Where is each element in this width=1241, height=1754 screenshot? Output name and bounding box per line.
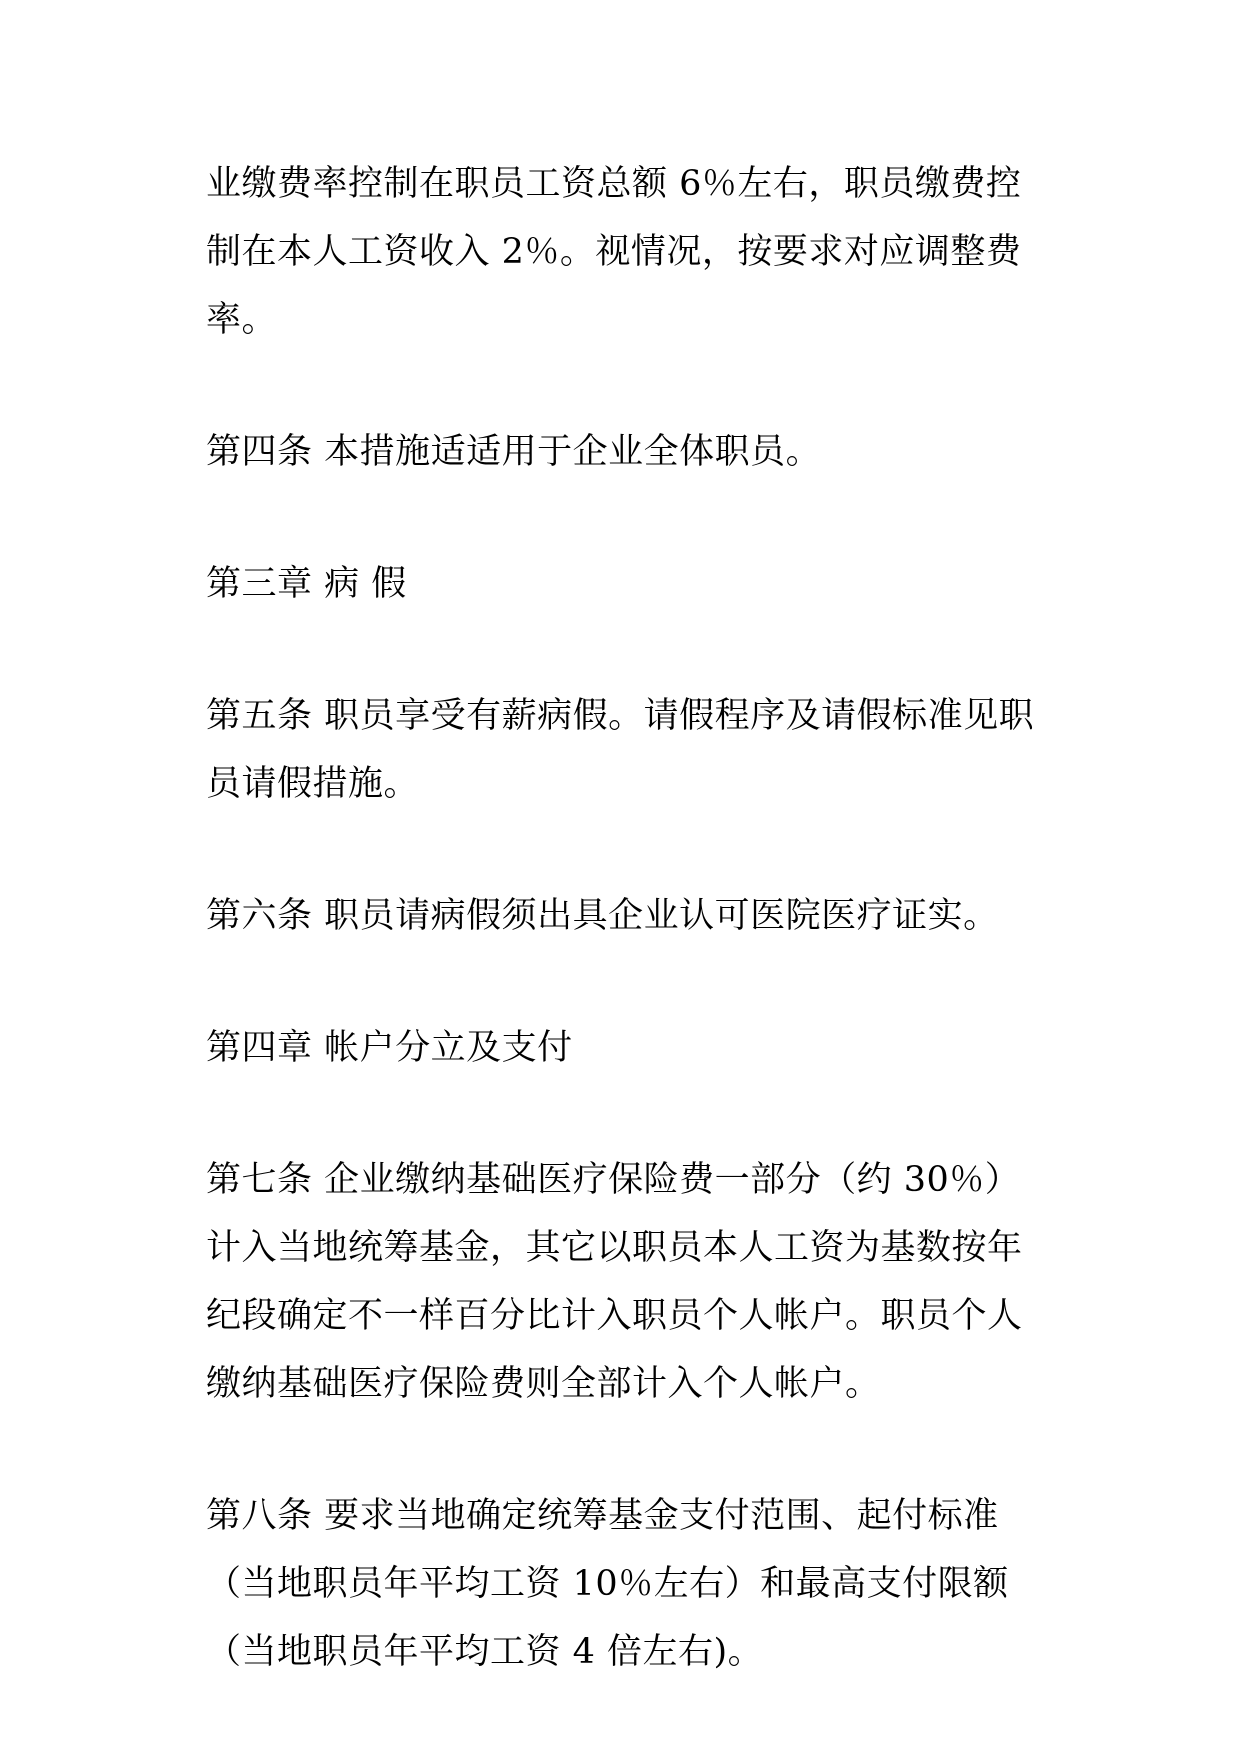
heading-chapter-3: 第三章 病 假 [206, 564, 407, 604]
paragraph-article-4: 第四条 本措施适适用于企业全体职员。 [206, 432, 822, 472]
heading-chapter-4: 第四章 帐户分立及支付 [206, 1028, 573, 1068]
paragraph-article-6: 第六条 职员请病假须出具企业认可医院医疗证实。 [206, 896, 999, 936]
paragraph-article-5: 第五条 职员享受有薪病假。请假程序及请假标准见职员请假措施。 [206, 696, 1035, 804]
paragraph-article-8: 第八条 要求当地确定统筹基金支付范围、起付标准（当地职员年平均工资 10％左右）和最高支付限额（当地职员年平均工资 4 倍左右)。 [206, 1496, 1009, 1672]
paragraph-contribution-rate: 业缴费率控制在职员工资总额 6％左右，职员缴费控制在本人工资收入 2％。视情况，按要求对应调整费率。 [206, 164, 1022, 340]
document-body [206, 150, 1046, 1750]
paragraph-article-7: 第七条 企业缴纳基础医疗保险费一部分（约 30％）计入当地统筹基金，其它以职员本人工资为基数按年纪段确定不一样百分比计入职员个人帐户。职员个人缴纳基础医疗保险费则全部计入个人帐户。 [206, 1160, 1023, 1404]
